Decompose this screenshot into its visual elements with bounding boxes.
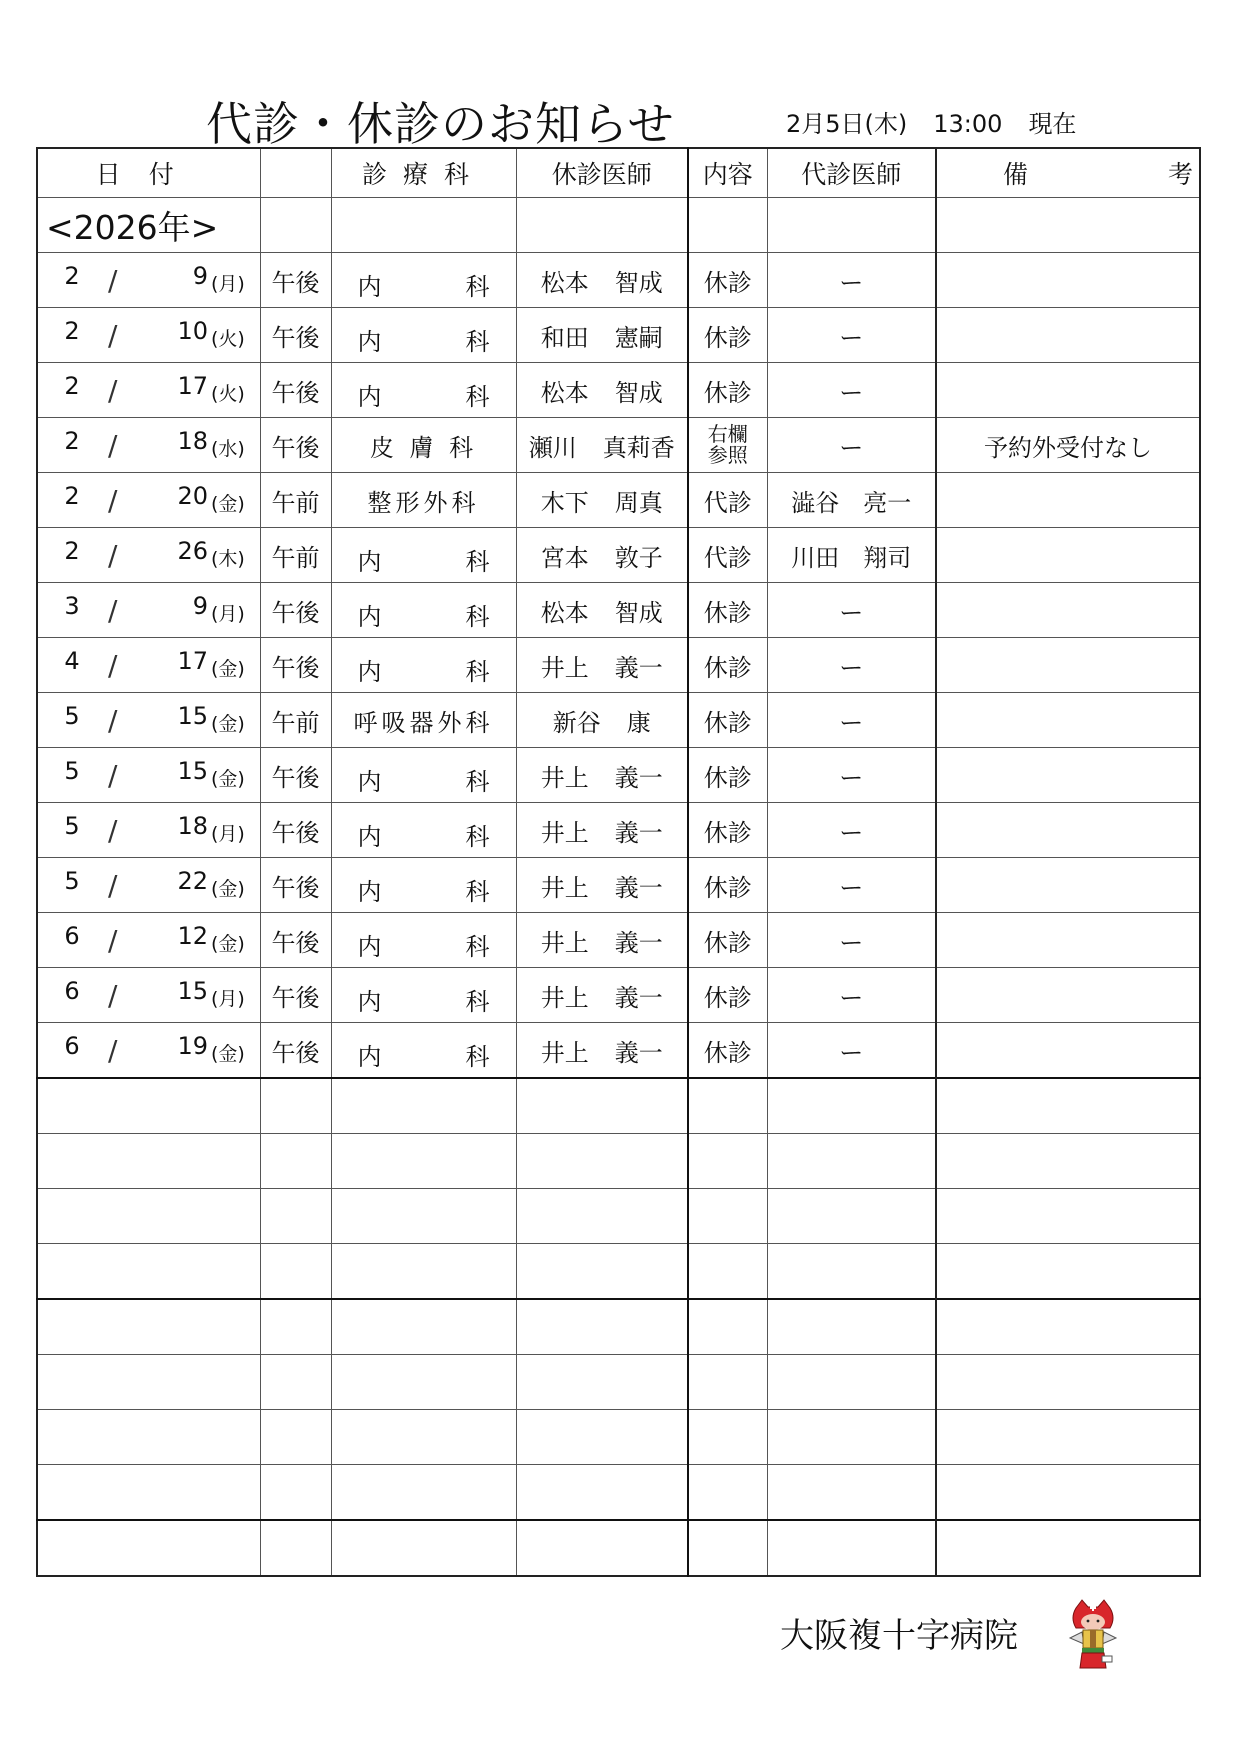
month: 2 [64,372,80,400]
department-name-part1: 内 [357,988,382,1016]
day: 15 [177,977,208,1005]
department-name-part1: 内 [357,1043,382,1071]
hospital-name: 大阪複十字病院 [780,1616,1018,1656]
substitute-doctor-cell: ー [767,253,936,308]
session-cell: 午前 [260,693,331,748]
department-cell [331,473,516,528]
weekday: (月) [211,603,245,625]
absent-doctor-cell [516,418,688,473]
weekday: (金) [211,658,245,680]
department-cell [331,968,516,1023]
doctor-family-name: 和田 [540,323,589,352]
absent-doctor-cell [516,638,688,693]
doctor-given-name: 智成 [614,598,663,627]
day: 22 [177,867,208,895]
type-cell: 休診 [688,913,767,968]
column-header-department: 診療科 [331,148,516,198]
date-cell [37,968,260,1023]
absent-doctor-cell [516,858,688,913]
remarks-cell [936,528,1200,583]
department-cell [331,1023,516,1079]
department-name-part2: 科 [465,878,490,906]
doctor-family-name: 井上 [540,928,589,957]
type-cell: 代診 [688,528,767,583]
doctor-family-name: 松本 [540,378,589,407]
substitute-doctor-cell: ー [767,858,936,913]
department-cell [331,748,516,803]
month: 6 [64,922,80,950]
table-row [37,308,1200,363]
month: 3 [64,592,80,620]
department-cell [331,253,516,308]
date-cell [37,583,260,638]
day: 15 [177,702,208,730]
department-cell [331,528,516,583]
date-separator: / [108,759,118,792]
department-name-part1: 内 [357,328,382,356]
remarks-cell [936,748,1200,803]
department-name: 呼吸器外科 [353,708,494,737]
department-name-part2: 科 [465,658,490,686]
table-row [37,473,1200,528]
substitute-doctor-cell: ー [767,913,936,968]
day: 18 [177,812,208,840]
department-name-part2: 科 [465,1043,490,1071]
year-label: <2026年> [37,198,260,253]
date-separator: / [108,429,118,462]
weekday: (月) [211,988,245,1010]
doctor-family-name: 井上 [540,653,589,682]
month: 6 [64,1032,80,1060]
date-separator: / [108,869,118,902]
empty-row [37,1410,1200,1465]
remarks-cell [936,308,1200,363]
doctor-given-name: 康 [626,708,651,737]
department-name-part2: 科 [465,988,490,1016]
department-name-part1: 内 [357,823,382,851]
type-cell: 休診 [688,748,767,803]
doctor-given-name: 義一 [614,928,663,957]
absent-doctor-cell [516,308,688,363]
date-cell [37,253,260,308]
department-name-part2: 科 [465,328,490,356]
day: 15 [177,757,208,785]
remarks-cell [936,638,1200,693]
empty-row [37,1355,1200,1410]
weekday: (月) [211,823,245,845]
remarks-cell [936,583,1200,638]
date-separator: / [108,319,118,352]
session-cell: 午前 [260,528,331,583]
date-separator: / [108,374,118,407]
date-cell [37,1023,260,1079]
department-cell [331,363,516,418]
substitute-doctor-cell: ー [767,1023,936,1079]
date-separator: / [108,484,118,517]
substitute-doctor-cell: 川田 翔司 [767,528,936,583]
weekday: (金) [211,493,245,515]
doctor-family-name: 井上 [540,983,589,1012]
doctor-given-name: 敦子 [614,543,663,572]
type-cell: 休診 [688,583,767,638]
date-cell [37,363,260,418]
remarks-cell [936,253,1200,308]
doctor-family-name: 木下 [540,488,589,517]
type-cell: 休診 [688,1023,767,1079]
empty-row [37,1244,1200,1300]
substitute-doctor-cell: ー [767,803,936,858]
department-name-part1: 内 [357,273,382,301]
table-row [37,253,1200,308]
month: 5 [64,812,80,840]
empty-row [37,1078,1200,1134]
weekday: (金) [211,933,245,955]
remarks-cell [936,913,1200,968]
month: 2 [64,317,80,345]
weekday: (金) [211,878,245,900]
remarks-cell [936,693,1200,748]
type-cell: 休診 [688,858,767,913]
department-cell [331,308,516,363]
month: 5 [64,702,80,730]
month: 2 [64,482,80,510]
weekday: (月) [211,273,245,295]
absent-doctor-cell [516,693,688,748]
table-row [37,803,1200,858]
type-cell: 右欄参照 [688,418,767,473]
date-separator: / [108,539,118,572]
column-header-substitute-doctor: 代診医師 [767,148,936,198]
table-row [37,638,1200,693]
remarks-cell: 予約外受付なし [936,418,1200,473]
as-of-timestamp [786,104,1076,139]
table-row [37,748,1200,803]
department-name-part2: 科 [465,548,490,576]
substitute-doctor-cell: ー [767,418,936,473]
empty-row [37,1299,1200,1355]
day: 12 [177,922,208,950]
substitute-doctor-cell: 澁谷 亮一 [767,473,936,528]
date-cell [37,308,260,363]
weekday: (木) [211,548,245,570]
department-cell [331,418,516,473]
table-row [37,528,1200,583]
session-cell: 午後 [260,803,331,858]
weekday: (火) [211,328,245,350]
department-name-part1: 内 [357,933,382,961]
absent-doctor-cell [516,253,688,308]
session-cell: 午後 [260,858,331,913]
day: 19 [177,1032,208,1060]
month: 4 [64,647,80,675]
session-cell: 午後 [260,1023,331,1079]
page-title: 代診・休診のお知らせ [206,97,675,151]
doctor-family-name: 松本 [540,268,589,297]
day: 26 [177,537,208,565]
session-cell: 午後 [260,638,331,693]
absent-doctor-cell [516,1023,688,1079]
department-name-part1: 内 [357,548,382,576]
department-cell [331,583,516,638]
date-separator: / [108,264,118,297]
year-row [37,198,1200,253]
column-header-remarks: 備 考 [936,148,1200,198]
day: 9 [192,592,208,620]
as-of-date: 2月5日(木) [786,110,908,138]
department-name-part1: 内 [357,878,382,906]
type-cell: 代診 [688,473,767,528]
schedule-table [36,147,1201,1577]
table-row [37,1023,1200,1079]
table-row [37,363,1200,418]
substitute-doctor-cell: ー [767,638,936,693]
doctor-given-name: 周真 [614,488,663,517]
date-cell [37,418,260,473]
date-cell [37,693,260,748]
substitute-doctor-cell: ー [767,748,936,803]
date-cell [37,858,260,913]
doctor-family-name: 井上 [540,818,589,847]
absent-doctor-cell [516,803,688,858]
session-cell: 午前 [260,473,331,528]
table-row [37,858,1200,913]
doctor-given-name: 憲嗣 [614,323,663,352]
substitute-doctor-cell: ー [767,583,936,638]
department-name: 皮 膚 科 [369,433,478,462]
doctor-given-name: 義一 [614,763,663,792]
month: 5 [64,867,80,895]
date-cell [37,528,260,583]
type-cell: 休診 [688,693,767,748]
type-cell: 休診 [688,968,767,1023]
date-separator: / [108,979,118,1012]
remarks-cell [936,473,1200,528]
remarks-cell [936,858,1200,913]
department-cell [331,803,516,858]
absent-doctor-cell [516,528,688,583]
day: 10 [177,317,208,345]
doctor-given-name: 真莉香 [602,433,675,462]
type-cell: 休診 [688,308,767,363]
department-name-part2: 科 [465,933,490,961]
as-of-time: 13:00 [933,110,1003,138]
doctor-family-name: 井上 [540,873,589,902]
empty-row [37,1134,1200,1189]
empty-row [37,1465,1200,1521]
month: 6 [64,977,80,1005]
absent-doctor-cell [516,473,688,528]
session-cell: 午後 [260,748,331,803]
month: 5 [64,757,80,785]
department-name-part2: 科 [465,273,490,301]
doctor-family-name: 松本 [540,598,589,627]
session-cell: 午後 [260,913,331,968]
department-cell [331,913,516,968]
table-row [37,968,1200,1023]
department-name-part1: 内 [357,603,382,631]
doctor-given-name: 義一 [614,818,663,847]
doctor-family-name: 宮本 [540,543,589,572]
empty-row [37,1520,1200,1576]
month: 2 [64,262,80,290]
substitute-doctor-cell: ー [767,968,936,1023]
type-cell: 休診 [688,638,767,693]
department-name-part2: 科 [465,823,490,851]
department-name-part2: 科 [465,383,490,411]
absent-doctor-cell [516,913,688,968]
date-separator: / [108,814,118,847]
weekday: (金) [211,768,245,790]
doctor-given-name: 義一 [614,653,663,682]
session-cell: 午後 [260,363,331,418]
type-cell: 休診 [688,253,767,308]
department-name-part2: 科 [465,768,490,796]
day: 9 [192,262,208,290]
column-header-absent-doctor: 休診医師 [516,148,688,198]
department-name-part1: 内 [357,383,382,411]
doctor-given-name: 義一 [614,873,663,902]
doctor-family-name: 新谷 [552,708,601,737]
department-name-part1: 内 [357,768,382,796]
department-cell [331,638,516,693]
department-name-part2: 科 [465,603,490,631]
doctor-family-name: 瀬川 [528,433,577,462]
weekday: (水) [211,438,245,460]
date-cell [37,473,260,528]
doctor-given-name: 義一 [614,983,663,1012]
date-separator: / [108,924,118,957]
absent-doctor-cell [516,748,688,803]
month: 2 [64,427,80,455]
day: 20 [177,482,208,510]
substitute-doctor-cell: ー [767,693,936,748]
month: 2 [64,537,80,565]
doctor-given-name: 義一 [614,1038,663,1067]
department-name-part1: 内 [357,658,382,686]
empty-row [37,1189,1200,1244]
doctor-given-name: 智成 [614,378,663,407]
table-header-row [37,148,1200,198]
department-name: 整形外科 [367,488,480,517]
date-cell [37,638,260,693]
substitute-doctor-cell: ー [767,308,936,363]
weekday: (金) [211,1043,245,1065]
date-cell [37,913,260,968]
table-row [37,913,1200,968]
substitute-doctor-cell: ー [767,363,936,418]
doctor-family-name: 井上 [540,1038,589,1067]
session-cell: 午後 [260,253,331,308]
remarks-cell [936,968,1200,1023]
session-cell: 午後 [260,308,331,363]
table-row [37,418,1200,473]
table-row [37,693,1200,748]
date-separator: / [108,649,118,682]
column-header-date: 日付 [37,148,260,198]
column-header-type: 内容 [688,148,767,198]
table-row [37,583,1200,638]
absent-doctor-cell [516,583,688,638]
department-cell [331,693,516,748]
session-cell: 午後 [260,418,331,473]
column-header-session [260,148,331,198]
hospital-mascot-icon [1062,1598,1124,1674]
date-separator: / [108,704,118,737]
title-row [0,82,1241,152]
date-cell [37,748,260,803]
weekday: (金) [211,713,245,735]
doctor-family-name: 井上 [540,763,589,792]
type-cell: 休診 [688,803,767,858]
date-separator: / [108,594,118,627]
weekday: (火) [211,383,245,405]
department-cell [331,858,516,913]
day: 17 [177,372,208,400]
date-separator: / [108,1034,118,1067]
session-cell: 午後 [260,583,331,638]
day: 17 [177,647,208,675]
session-cell: 午後 [260,968,331,1023]
day: 18 [177,427,208,455]
type-cell: 休診 [688,363,767,418]
doctor-given-name: 智成 [614,268,663,297]
absent-doctor-cell [516,363,688,418]
remarks-cell [936,803,1200,858]
as-of-label: 現在 [1028,110,1077,138]
date-cell [37,803,260,858]
remarks-cell [936,1023,1200,1079]
absent-doctor-cell [516,968,688,1023]
remarks-cell [936,363,1200,418]
